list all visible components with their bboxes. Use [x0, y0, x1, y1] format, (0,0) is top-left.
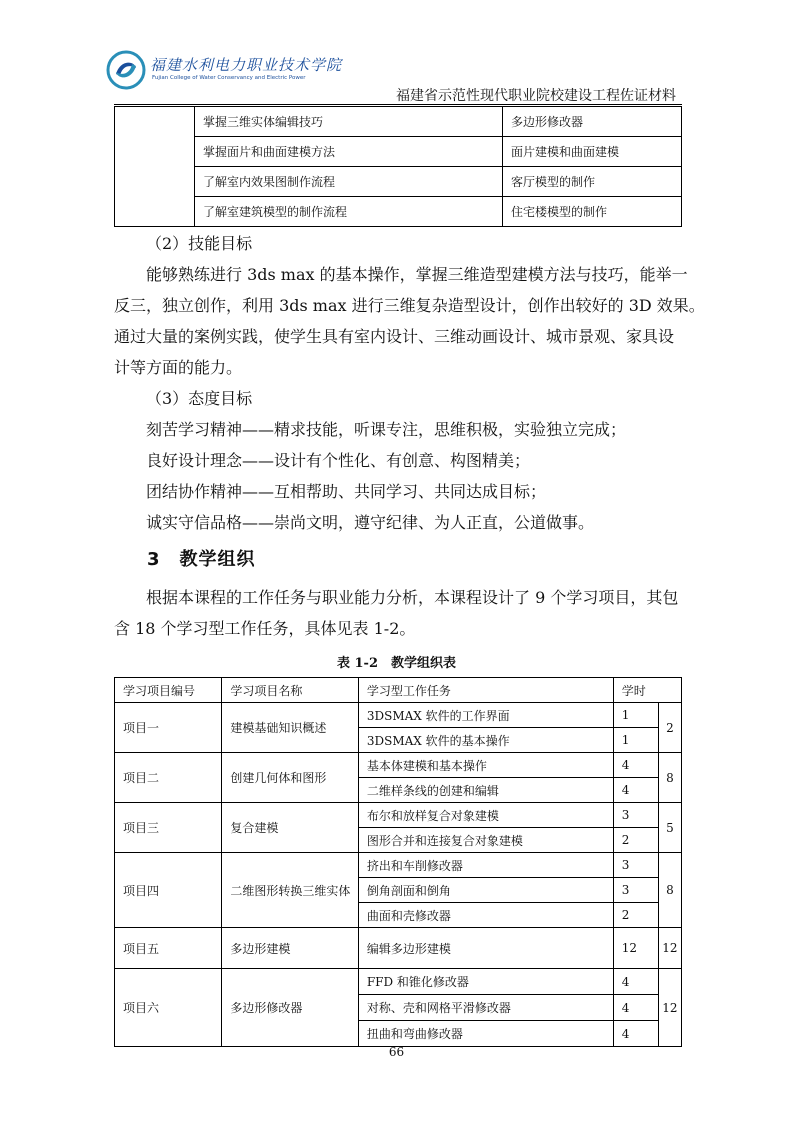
hours-cell: 3 — [613, 878, 658, 903]
task-cell: 挤出和车削修改器 — [358, 853, 613, 878]
table-caption: 表 1-2 教学组织表 — [336, 656, 456, 671]
total-hours: 8 — [658, 853, 681, 928]
hours-cell: 3 — [613, 853, 658, 878]
paragraph-line: 刻苦学习精神——精求技能，听课专注，思维积极，实验独立完成； — [146, 420, 627, 439]
paragraph-line: 反三，独立创作，利用 3ds max 进行三维复杂造型设计，创作出较好的 3D 效果。 — [114, 296, 705, 315]
paragraph-line: 良好设计理念——设计有个性化、有创意、构图精美； — [146, 451, 531, 470]
table-cell: 面片建模和曲面建模 — [503, 137, 682, 167]
task-cell: 基本体建模和基本操作 — [358, 753, 613, 778]
heading-text: （2）技能目标 — [146, 234, 253, 253]
total-hours: 12 — [658, 928, 681, 969]
project-name: 创建几何体和图形 — [222, 753, 358, 803]
task-cell: 扭曲和弯曲修改器 — [358, 1021, 613, 1047]
section-3-paragraph — [114, 582, 684, 644]
hours-cell: 12 — [613, 928, 658, 969]
hours-cell: 2 — [613, 828, 658, 853]
paragraph-line: 根据本课程的工作任务与职业能力分析，本课程设计了 9 个学习项目，其包 — [146, 588, 679, 607]
table-row — [115, 969, 682, 995]
page-number: 66 — [388, 1045, 405, 1059]
task-cell: 编辑多边形建模 — [358, 928, 613, 969]
task-cell: 倒角剖面和倒角 — [358, 878, 613, 903]
project-id: 项目二 — [115, 753, 222, 803]
skill-paragraph — [114, 259, 705, 383]
paragraph-line: 能够熟练进行 3ds max 的基本操作，掌握三维造型建模方法与技巧，能举一 — [146, 265, 688, 284]
table-cell: 多边形修改器 — [503, 107, 682, 137]
logo-chinese-name: 福建水利电力职业技术学院 — [150, 56, 343, 74]
table-cell: 掌握三维实体编辑技巧 — [195, 107, 503, 137]
task-cell: 图形合并和连接复合对象建模 — [358, 828, 613, 853]
header-cell: 学时 — [613, 678, 681, 703]
table-row — [115, 853, 682, 878]
task-cell: 二维样条线的创建和编辑 — [358, 778, 613, 803]
hours-cell: 4 — [613, 969, 658, 995]
table-row — [115, 753, 682, 778]
project-name: 复合建模 — [222, 803, 358, 853]
project-name: 多边形修改器 — [222, 969, 358, 1047]
objectives-table — [114, 106, 682, 227]
hours-cell: 1 — [613, 703, 658, 728]
task-cell: 曲面和壳修改器 — [358, 903, 613, 928]
table-cell: 了解室内效果图制作流程 — [195, 167, 503, 197]
attitude-heading — [114, 383, 684, 414]
header-divider — [114, 104, 682, 105]
total-hours: 8 — [658, 753, 681, 803]
skill-heading — [114, 228, 684, 259]
project-name: 建模基础知识概述 — [222, 703, 358, 753]
task-cell: 布尔和放样复合对象建模 — [358, 803, 613, 828]
hours-cell: 2 — [613, 903, 658, 928]
paragraph-line: 通过大量的案例实践，使学生具有室内设计、三维动画设计、城市景观、家具设 — [114, 327, 675, 346]
table-header-row — [115, 678, 682, 703]
total-hours: 12 — [658, 969, 681, 1047]
teaching-organization-table — [114, 677, 682, 1047]
task-cell: 对称、壳和网格平滑修改器 — [358, 995, 613, 1021]
header-cell: 学习项目编号 — [115, 678, 222, 703]
project-name: 多边形建模 — [222, 928, 358, 969]
hours-cell: 4 — [613, 1021, 658, 1047]
college-emblem-icon — [106, 50, 146, 90]
table-cell: 客厅模型的制作 — [503, 167, 682, 197]
table-row — [115, 803, 682, 828]
project-id: 项目六 — [115, 969, 222, 1047]
attitude-list — [114, 414, 684, 538]
total-hours: 5 — [658, 803, 681, 853]
header-title: 福建省示范性现代职业院校建设工程佐证材料 — [396, 88, 676, 104]
table-cell: 掌握面片和曲面建模方法 — [195, 137, 503, 167]
paragraph-line: 含 18 个学习型工作任务，具体见表 1-2。 — [114, 619, 416, 638]
logo-english-name: Fujian College of Water Conservancy and Electric Power — [152, 75, 306, 81]
section-3-title: 3 教学组织 — [147, 549, 256, 570]
paragraph-line: 诚实守信品格——崇尚文明，遵守纪律、为人正直，公道做事。 — [146, 513, 595, 532]
hours-cell: 4 — [613, 753, 658, 778]
header-cell: 学习项目名称 — [222, 678, 358, 703]
hours-cell: 4 — [613, 778, 658, 803]
table-row — [115, 137, 682, 167]
project-id: 项目五 — [115, 928, 222, 969]
table-row — [115, 167, 682, 197]
table-row — [115, 703, 682, 728]
total-hours: 2 — [658, 703, 681, 753]
hours-cell: 4 — [613, 995, 658, 1021]
table-cell: 了解室建筑模型的制作流程 — [195, 197, 503, 227]
table-row — [115, 197, 682, 227]
task-cell: FFD 和锥化修改器 — [358, 969, 613, 995]
project-id: 项目一 — [115, 703, 222, 753]
college-logo — [106, 50, 343, 96]
table-cell: 住宅楼模型的制作 — [503, 197, 682, 227]
heading-text: （3）态度目标 — [146, 389, 253, 408]
task-cell: 3DSMAX 软件的基本操作 — [358, 728, 613, 753]
project-id: 项目四 — [115, 853, 222, 928]
paragraph-line: 团结协作精神——互相帮助、共同学习、共同达成目标； — [146, 482, 547, 501]
project-id: 项目三 — [115, 803, 222, 853]
hours-cell: 3 — [613, 803, 658, 828]
project-name: 二维图形转换三维实体 — [222, 853, 358, 928]
header-cell: 学习型工作任务 — [358, 678, 613, 703]
table-cell — [115, 107, 195, 227]
paragraph-line: 计等方面的能力。 — [114, 358, 243, 377]
table-row — [115, 107, 682, 137]
table-row — [115, 928, 682, 969]
task-cell: 3DSMAX 软件的工作界面 — [358, 703, 613, 728]
hours-cell: 1 — [613, 728, 658, 753]
